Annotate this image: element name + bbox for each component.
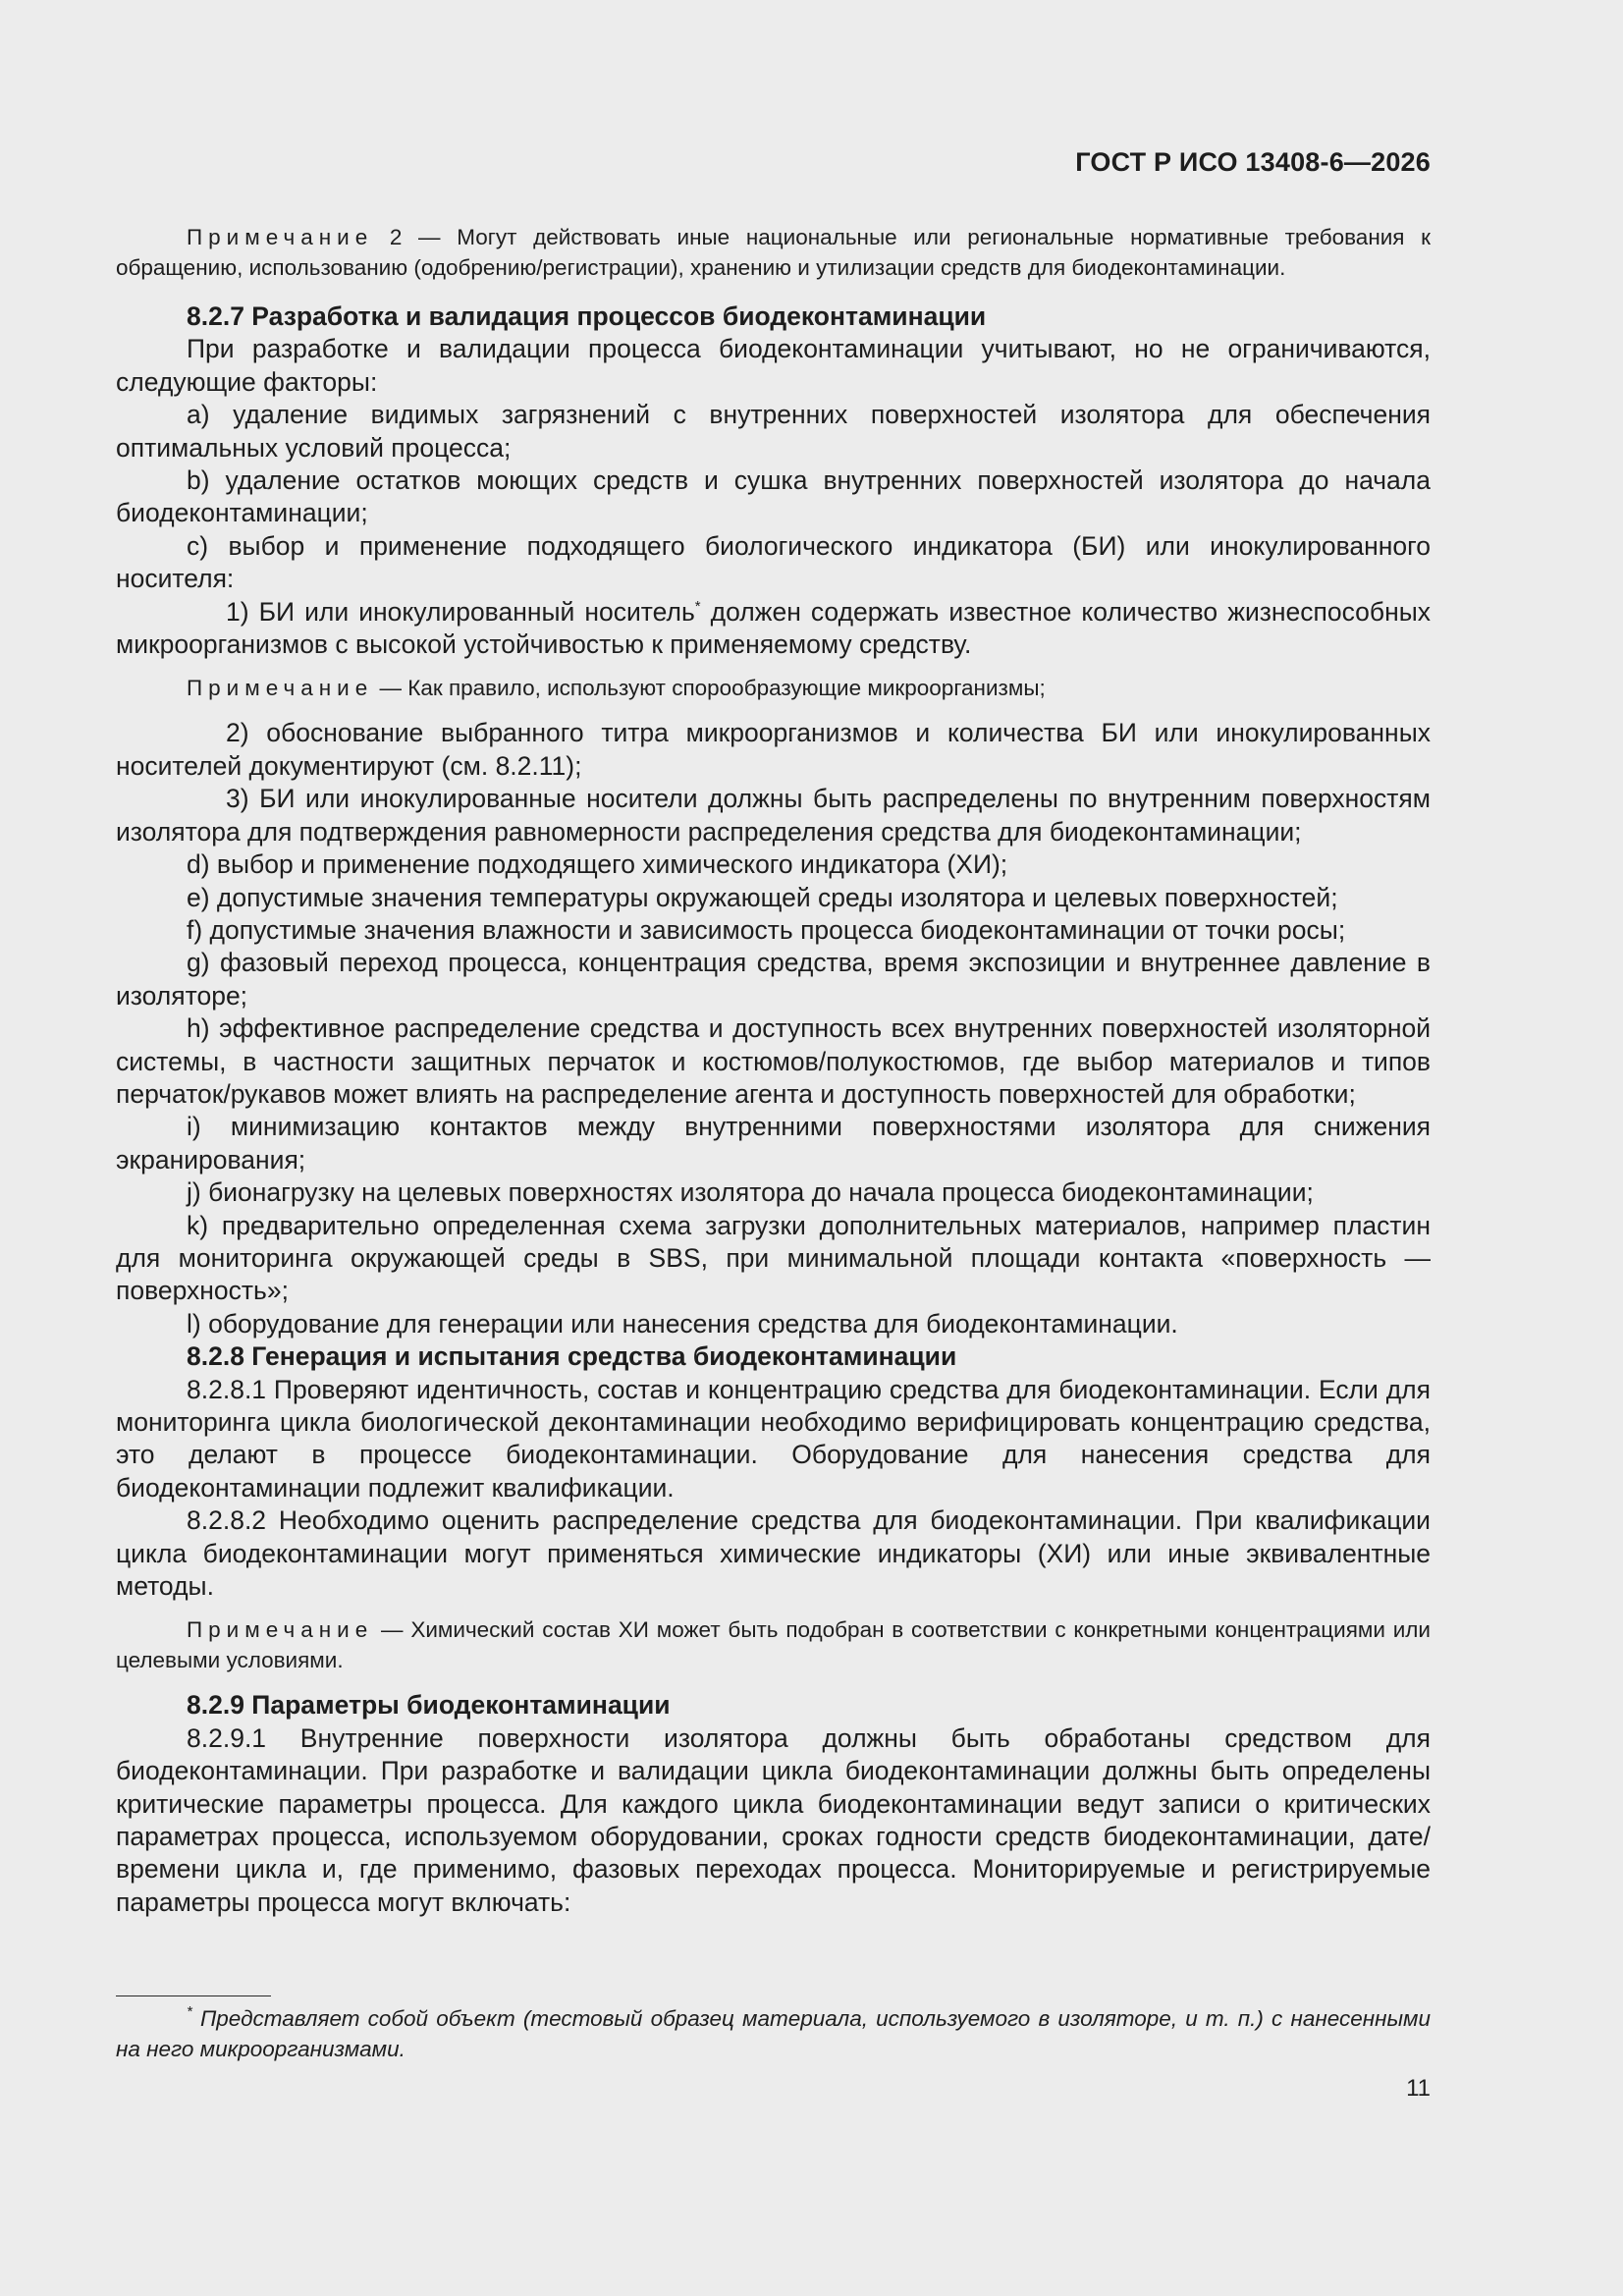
list-item-f: f) допустимые значения влажности и зависимость процесса биодеконтаминации от точки росы; <box>187 914 1346 945</box>
footnote-text: Представляет собой объект (тестовый образец материала, используемого в изоляторе, и т. п.) с нанесенными на него микроорганизмами. <box>116 2006 1431 2061</box>
footnote-divider <box>116 1995 271 1996</box>
paragraph-827-intro: При разработке и валидации процесса биодеконтаминации учитывают, но не ограничиваются, следующие факторы: <box>116 334 1431 397</box>
paragraph-8281: 8.2.8.1 Проверяют идентичность, состав и концентрацию средства для биодеконтаминации. Если для мониторинга цикла биологической деконтаминации необходимо верифицировать концентрацию средства, это делают в процессе биодеконтаминации. Оборудование для нанесения средства для биодеконтаминации подлежит квалификации. <box>116 1374 1431 1503</box>
note-827 <box>116 673 1431 703</box>
paragraph-8291: 8.2.9.1 Внутренние поверхности изолятора должны быть обработаны средством для биодеконтаминации. При разработке и валидации цикла биодеконтаминации должны быть определены критические параметры процесса. Для каждого цикла биодеконтаминации ведут записи о критических параметрах процесса, используемом оборудовании, сроках годности средств биодеконтаминации, дате/времени цикла и, где применимо, фазовых переходах процесса. Мониторируемые и регистрируемые параметры процесса могут включать: <box>116 1722 1431 1917</box>
note-label: Примечание <box>187 676 374 701</box>
list-item-e: e) допустимые значения температуры окружающей среды изолятора и целевых поверхностей; <box>187 882 1338 912</box>
list-item-l: l) оборудование для генерации или нанесения средства для биодеконтаминации. <box>187 1308 1178 1339</box>
note-828 <box>116 1614 1431 1675</box>
section-heading-828: 8.2.8 Генерация и испытания средства биодеконтаминации <box>187 1341 957 1372</box>
section-heading-829: 8.2.9 Параметры биодеконтаминации <box>187 1690 671 1721</box>
paragraph-8282: 8.2.8.2 Необходимо оценить распределение средства для биодеконтаминации. При квалификации цикла биодеконтаминации могут применяться химические индикаторы (ХИ) или иные эквивалентные методы. <box>116 1505 1431 1602</box>
note-text: — Как правило, используют спорообразующие микроорганизмы; <box>373 676 1046 701</box>
list-item-c: c) выбор и применение подходящего биологического индикатора (БИ) или инокулированного носителя: <box>116 530 1431 594</box>
page-body <box>116 222 1431 1919</box>
sublist-item-1 <box>116 596 1431 662</box>
note-label: Примечание <box>187 1617 374 1643</box>
list-item-d: d) выбор и применение подходящего химического индикатора (ХИ); <box>187 849 1008 880</box>
note-label: Примечание <box>187 225 374 249</box>
list-item-i: i) минимизацию контактов между внутренними поверхностями изолятора для снижения экранирования; <box>116 1112 1431 1175</box>
note-2 <box>116 222 1431 283</box>
sublist-item-1-text-a: 1) БИ или инокулированный носитель <box>226 596 695 627</box>
footnote-ref: * <box>694 597 701 615</box>
list-item-b: b) удаление остатков моющих средств и сушка внутренних поверхностей изолятора до начала биодеконтаминации; <box>116 465 1431 528</box>
sublist-item-3: 3) БИ или инокулированные носители должны быть распределены по внутренним поверхностям изолятора для подтверждения равномерности распределения средства для биодеконтаминации; <box>116 784 1431 847</box>
list-item-h: h) эффективное распределение средства и доступность всех внутренних поверхностей изоляторной системы, в частности защитных перчаток и костюмов/полукостюмов, где выбор материалов и типов перчаток/рукавов может влиять на распределение агента и доступность поверхностей для обработки; <box>116 1013 1431 1109</box>
list-item-j: j) бионагрузку на целевых поверхностях изолятора до начала процесса биодеконтаминации; <box>187 1177 1314 1208</box>
note-text: 2 — Могут действовать иные национальные или региональные нормативные требования к обращению, использованию (одобрению/регистрации), хранению и утилизации средств для биодеконтаминации. <box>116 225 1431 280</box>
list-item-a: a) удаление видимых загрязнений с внутренних поверхностей изолятора для обеспечения оптимальных условий процесса; <box>116 400 1431 463</box>
footnote <box>116 2003 1431 2064</box>
document-header: ГОСТ Р ИСО 13408-6—2026 <box>1075 147 1431 177</box>
note-text: — Химический состав ХИ может быть подобран в соответствии с конкретными концентрациями или целевыми условиями. <box>116 1617 1431 1673</box>
page-number: 11 <box>1406 2075 1431 2102</box>
section-heading-827: 8.2.7 Разработка и валидация процессов биодеконтаминации <box>187 301 987 331</box>
sublist-item-2: 2) обоснование выбранного титра микроорганизмов и количества БИ или инокулированных носителей документируют (см. 8.2.11); <box>116 718 1431 781</box>
footnote-mark: * <box>187 2003 192 2020</box>
sublist-item-1-text-b: должен содержать известное количество жизнеспособных микроорганизмов с высокой устойчивостью к применяемому средству. <box>116 596 1432 660</box>
list-item-g: g) фазовый переход процесса, концентрация средства, время экспозиции и внутреннее давление в изоляторе; <box>116 948 1431 1011</box>
list-item-k: k) предварительно определенная схема загрузки дополнительных материалов, например пластин для мониторинга окружающей среды в SBS, при минимальной площади контакта «поверхность — поверхность»; <box>116 1210 1431 1306</box>
